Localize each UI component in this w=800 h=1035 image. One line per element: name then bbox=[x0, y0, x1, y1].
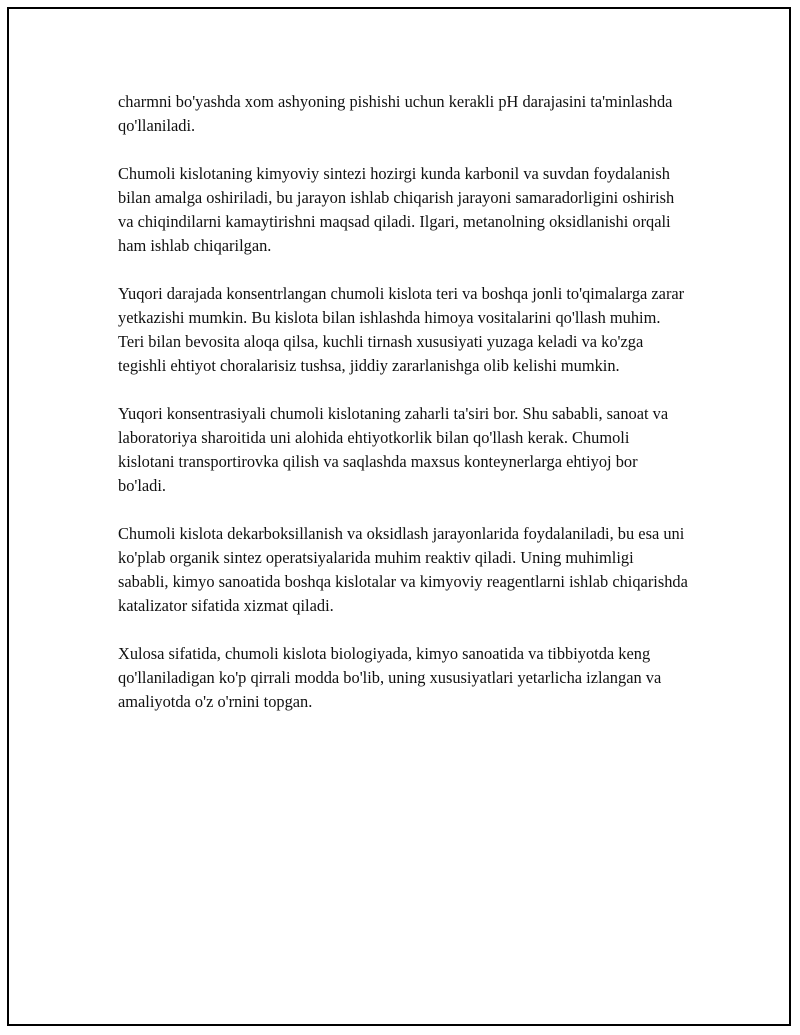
paragraph: Chumoli kislota dekarboksillanish va oksidlash jarayonlarida foydalaniladi, bu esa uni ko'plab organik sintez operatsiyalarida muhim reaktiv qiladi. Uning muhimligi sababli, kimyo sanoatida boshqa kislotalar va kimyoviy reagentlarni ishlab chiqarishda katalizator sifatida xizmat qiladi. bbox=[118, 524, 688, 615]
paragraph: Chumoli kislotaning kimyoviy sintezi hozirgi kunda karbonil va suvdan foydalanish bilan amalga oshiriladi, bu jarayon ishlab chiqarish jarayoni samaradorligini oshirish va chiqindilarni kamaytirishni maqsad qiladi. Ilgari, metanolning oksidlanishi orqali ham ishlab chiqarilgan. bbox=[118, 164, 675, 255]
paragraph: Yuqori darajada konsentrlangan chumoli kislota teri va boshqa jonli to'qimalarga zarar yetkazishi mumkin. Bu kislota bilan ishlashda himoya vositalarini qo'llash muhim. Teri bilan bevosita aloqa qilsa, kuchli tirnash xususiyati yuzaga keladi va ko'zga tegishli ehtiyot choralarisiz tushsa, jiddiy zararlanishga olib kelishi mumkin. bbox=[118, 284, 685, 375]
paragraph: Yuqori konsentrasiyali chumoli kislotaning zaharli ta'siri bor. Shu sababli, sanoat va laboratoriya sharoitida uni alohida ehtiyotkorlik bilan qo'llash kerak. Chumoli kislotani transportirovka qilish va saqlashda maxsus konteynerlarga ehtiyoj bor bo'ladi. bbox=[118, 404, 669, 495]
document-body bbox=[118, 90, 688, 738]
paragraph: charmni bo'yashda xom ashyoning pishishi uchun kerakli pH darajasini ta'minlashda qo'llaniladi. bbox=[118, 92, 673, 135]
paragraph: Xulosa sifatida, chumoli kislota biologiyada, kimyo sanoatida va tibbiyotda keng qo'llaniladigan ko'p qirrali modda bo'lib, uning xususiyatlari yetarlicha izlangan va amaliyotda o'z o'rnini topgan. bbox=[118, 644, 662, 711]
